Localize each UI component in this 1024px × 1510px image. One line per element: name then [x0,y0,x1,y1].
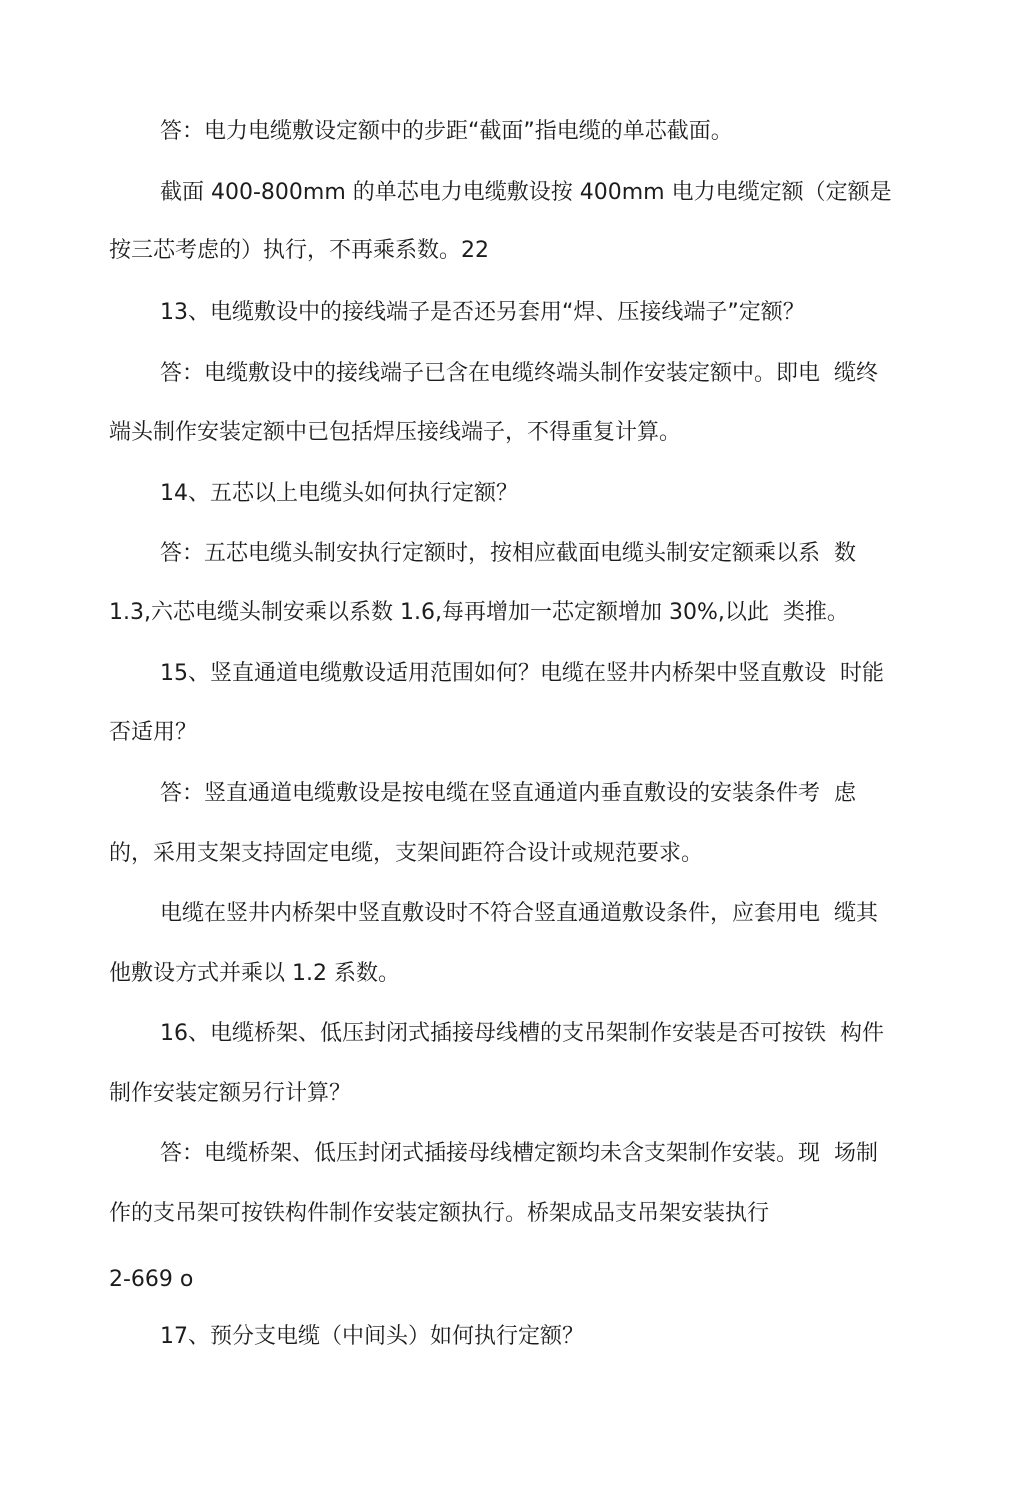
text-line-answer-13: 答：电缆敷设中的接线端子已含在电缆终端头制作安装定额中。即电 缆终 [160,361,878,386]
text-line-answer-14-end: 1.3,六芯电缆头制安乘以系数 1.6,每再增加一芯定额增加 30%,以此 类推。 [109,600,849,625]
text-line-question-15-end: 否适用？ [109,720,198,745]
text-line-answer-15: 答：竖直通道电缆敷设是按电缆在竖直通道内垂直敷设的安装条件考 虑 [160,781,856,806]
text-line-answer-12: 答：电力电缆敷设定额中的步距“截面”指电缆的单芯截面。 [160,119,733,144]
text-line-answer-16: 答：电缆桥架、低压封闭式插接母线槽定额均未含支架制作安装。现 场制 [160,1141,878,1166]
text-line-answer-12-cont: 截面 400-800mm 的单芯电力电缆敷设按 400mm 电力电缆定额（定额是 [160,180,892,205]
text-line-question-16-end: 制作安装定额另行计算？ [109,1081,352,1106]
text-line-answer-15-note: 电缆在竖井内桥架中竖直敷设时不符合竖直通道敷设条件，应套用电 缆其 [160,901,878,926]
text-line-answer-15-cont: 的，采用支架支持固定电缆，支架间距符合设计或规范要求。 [109,841,704,866]
text-line-question-16: 16、电缆桥架、低压封闭式插接母线槽的支吊架制作安装是否可按铁 构件 [160,1021,884,1046]
text-line-question-13: 13、电缆敷设中的接线端子是否还另套用“焊、压接线端子”定额？ [160,300,805,325]
text-line-answer-15-note-end: 他敷设方式并乘以 1.2 系数。 [109,961,400,986]
text-line-answer-16-cont: 作的支吊架可按铁构件制作安装定额执行。桥架成品支吊架安装执行 [109,1201,770,1226]
text-line-answer-13-end: 端头制作安装定额中已包括焊压接线端子，不得重复计算。 [109,420,682,445]
text-line-question-17: 17、预分支电缆（中间头）如何执行定额？ [160,1324,584,1349]
text-line-question-15: 15、竖直通道电缆敷设适用范围如何？电缆在竖井内桥架中竖直敷设 时能 [160,661,884,686]
text-line-question-14: 14、五芯以上电缆头如何执行定额？ [160,481,518,506]
text-line-answer-16-end: 2-669 o [109,1267,194,1292]
text-line-answer-12-end: 按三芯考虑的）执行，不再乘系数。22 [109,238,489,263]
text-line-answer-14: 答：五芯电缆头制安执行定额时，按相应截面电缆头制安定额乘以系 数 [160,541,856,566]
